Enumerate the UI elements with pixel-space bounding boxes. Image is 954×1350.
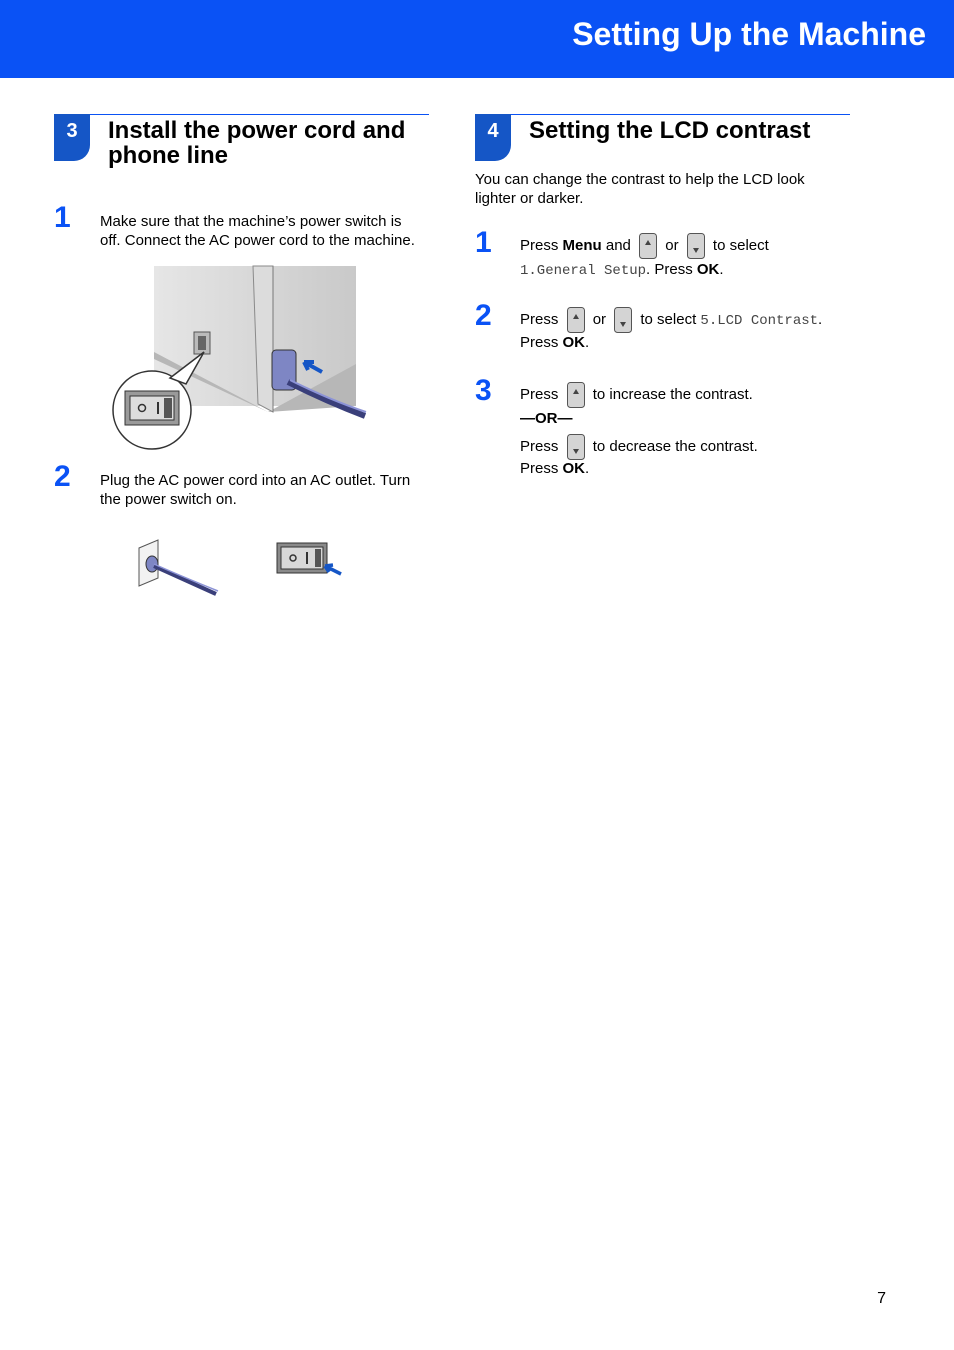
section-3-heading (54, 114, 429, 169)
text: or (665, 237, 679, 254)
step-text-line: Make sure that the machine’s power switch is (100, 213, 402, 230)
menu-option: 5.LCD Contrast (700, 313, 819, 329)
section-intro (475, 170, 805, 208)
text: . (646, 261, 651, 279)
section-number-tab (475, 114, 511, 161)
down-arrow-key-icon (567, 434, 585, 460)
or-separator: —OR— (520, 410, 573, 428)
step-number: 2 (54, 460, 71, 493)
step-text (520, 233, 850, 284)
text: Press (650, 261, 697, 279)
intro-line: lighter or darker. (475, 190, 584, 207)
section-4-heading (475, 114, 850, 162)
step-text-line (520, 307, 860, 334)
step-text (520, 307, 860, 356)
menu-key-label: Menu (562, 237, 602, 254)
step-text (100, 212, 415, 250)
text: to select (640, 311, 697, 328)
step-text-line (520, 233, 850, 259)
section-title: Setting the LCD contrast (529, 117, 811, 144)
text: to increase the contrast. (592, 386, 753, 403)
up-arrow-key-icon (567, 382, 585, 408)
section-number-tab (54, 114, 90, 161)
section-number: 4 (487, 120, 499, 142)
text: Press (520, 386, 559, 403)
text: Press (520, 460, 563, 478)
text: . (719, 261, 724, 279)
step-number: 1 (475, 226, 492, 259)
ok-key-label: OK (562, 460, 586, 478)
ac-outlet-illustration (136, 538, 222, 600)
step-text-line (520, 257, 850, 284)
section-divider (54, 114, 429, 115)
text: . (585, 334, 590, 351)
section-title (108, 118, 405, 168)
down-arrow-key-icon (614, 307, 632, 333)
section-title-line: Install the power cord and (108, 117, 406, 144)
step-text-line: the power switch on. (100, 491, 237, 508)
step-text-line (520, 382, 850, 408)
page-title: Setting Up the Machine (572, 16, 926, 52)
text: or (592, 311, 607, 328)
text: . (585, 460, 590, 478)
step-number: 2 (475, 299, 492, 332)
text: to select (712, 237, 769, 254)
text: Press (520, 311, 559, 328)
ok-key-label: OK (696, 261, 720, 279)
text: Press (520, 438, 559, 456)
text: to decrease the contrast. (592, 438, 758, 456)
section-number: 3 (66, 120, 78, 142)
step-text-line: Plug the AC power cord into an AC outlet. Turn (100, 472, 411, 489)
text: Press (520, 237, 559, 254)
machine-power-cord-illustration (108, 264, 370, 454)
section-title-line: phone line (108, 142, 228, 169)
power-switch-on-illustration (275, 540, 345, 580)
up-arrow-key-icon (639, 233, 657, 259)
text: . (818, 311, 823, 328)
down-arrow-key-icon (687, 233, 705, 259)
section-divider (475, 114, 850, 115)
step-number: 1 (54, 201, 71, 234)
intro-line: You can change the contrast to help the LCD look (475, 171, 805, 188)
menu-option: 1.General Setup (520, 263, 647, 280)
step-text (100, 471, 410, 509)
text: Press (520, 334, 563, 351)
step-text (520, 382, 850, 482)
step-text-line: off. Connect the AC power cord to the machine. (100, 232, 415, 249)
header-banner (0, 0, 954, 78)
ok-key-label: OK (562, 334, 586, 351)
text: and (605, 237, 631, 254)
up-arrow-key-icon (567, 307, 585, 333)
page-number: 7 (877, 1290, 886, 1307)
step-number: 3 (475, 374, 492, 407)
